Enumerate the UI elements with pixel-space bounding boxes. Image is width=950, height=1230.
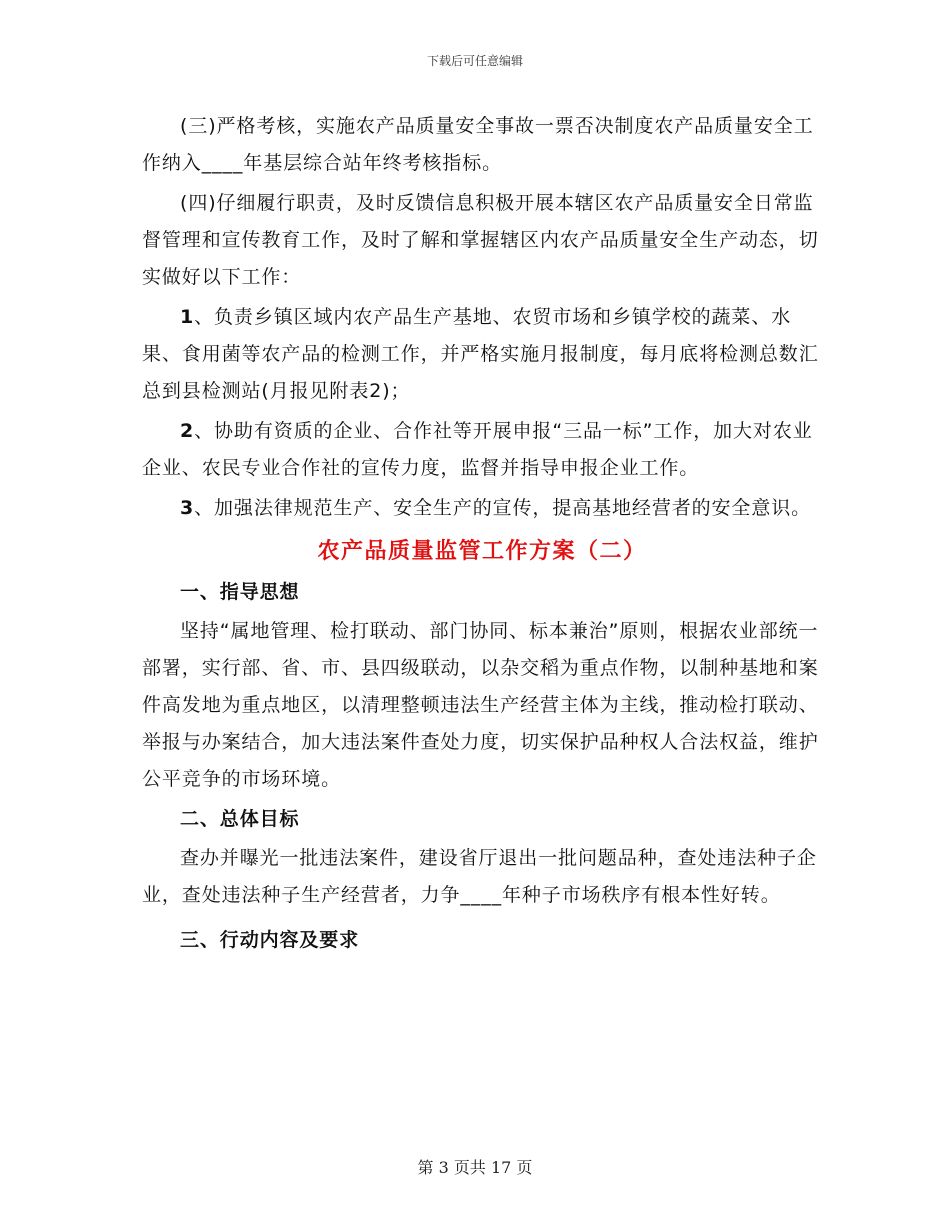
list-item-text: 、协助有资质的企业、合作社等开展申报“三品一标”工作，加大对农业企业、农民专业合作社的宣传力度，监督并指导申报企业工作。 — [142, 420, 813, 479]
document-body — [142, 108, 822, 961]
list-item-2 — [142, 413, 822, 487]
paragraph-duties: (四)仔细履行职责，及时反馈信息积极开展本辖区农产品质量安全日常监督管理和宣传教育工作，及时了解和掌握辖区内农产品质量安全生产动态，切实做好以下工作： — [142, 192, 819, 288]
paragraph-strict-assessment: (三)严格考核，实施农产品质量安全事故一票否决制度农产品质量安全工作纳入____年基层综合站年终考核指标。 — [142, 115, 814, 174]
list-item-text: 、加强法律规范生产、安全生产的宣传，提高基地经营者的安全意识。 — [194, 497, 812, 519]
section-title: 农产品质量监管工作方案（二） — [317, 539, 647, 564]
paragraph-overall-goal: 查办并曝光一批违法案件，建设省厅退出一批问题品种，查处违法种子企业，查处违法种子生产经营者，力争____年种子市场秩序有根本性好转。 — [142, 847, 817, 906]
header-note: 下载后可任意编辑 — [426, 54, 523, 68]
paragraph-guiding-ideology: 坚持“属地管理、检打联动、部门协同、标本兼治”原则，根据农业部统一部署，实行部、省、市、县四级联动，以杂交稻为重点作物，以制种基地和案件高发地为重点地区，以清理整顿违法生产经营主体为主线，推动检打联动、举报与办案结合，加大违法案件查处力度，切实保护品种权人合法权益，维护公平竞争的市场环境。 — [142, 620, 819, 790]
list-item-3 — [142, 490, 822, 527]
list-item-1 — [142, 299, 822, 410]
heading-guiding-ideology: 一、指导思想 — [180, 581, 300, 603]
heading-overall-goal: 二、总体目标 — [180, 808, 300, 830]
list-item-number: 3 — [180, 497, 195, 519]
list-item-number: 2 — [180, 420, 195, 442]
list-item-number: 1 — [180, 306, 195, 328]
page-number: 第 3 页共 17 页 — [417, 1158, 533, 1177]
list-item-text: 、负责乡镇区域内农产品生产基地、农贸市场和乡镇学校的蔬菜、水果、食用菌等农产品的检测工作，并严格实施月报制度，每月底将检测总数汇总到县检测站(月报见附表2)； — [142, 306, 819, 402]
heading-action-content: 三、行动内容及要求 — [180, 929, 360, 951]
